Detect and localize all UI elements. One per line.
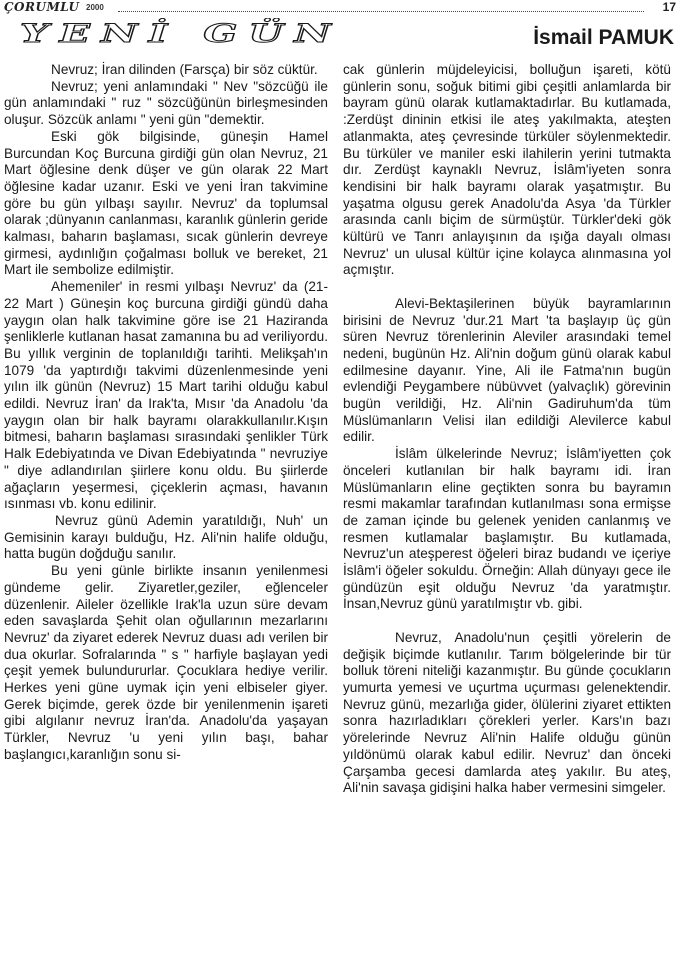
paragraph: Nevruz, Anadolu'nun çeşitli yörelerin de değişik biçimde kutlanılır. Tarım bölgelerinde bir tür bolluk töreni niteliği kazanmıştır. Bu günde çocukların yumurta yemesi ve uçurtma uçurması gelenektendir. Nevruz günü, mezarlığa gider, ölülerini ziyaret ettikten sonra hazırladıkları çörekleri yerler. Kars'ın bazı yörelerinde Nevruz Ali'nin Halife olduğu günün yıldönümü olarak kabul edilir. Nevruz' dan önceki Çarşamba gecesi damlarda ateş yakılır. Bu ateş, Ali'nin savaşa gidişini halka haber vermesini simgeler. [343, 629, 671, 796]
paragraph: Eski gök bilgisinde, güneşin Hamel Burcundan Koç Burcuna girdiği gün olan Nevruz, 21 Mart öğlesine denk düşer ve gün olarak 22 Mart öğlesine kadar uzanır. Eski ve yeni İran takvimine göre bu gün yılbaşı sayılır. Nevruz' da toplumsal olarak ;dünyanın canlanması, karanlık günlerin geride kalması, baharın başlaması, sıcak günlerin devreye girmesi, aydınlığın çoğalması bolluk ve bereket, 21 Mart ile sembolize edilmiştir. [4, 128, 328, 278]
paragraph: Bu yeni günle birlikte insanın yenilenmesi gündeme gelir. Ziyaretler,geziler, eğlenceler düzenlenir. Aileler özellikle Irak'la uzun süre devam eden savaşlarda Şehit olan oğullarının mezarlarını Nevruz' da ziyaret ederek Nevruz duası adı verilen bir dua okurlar. Sofralarında " s " harfiyle başlayan yedi çeşit yemek bulundururlar. Çocuklara hediye verilir. Herkes yeni güne uymak için yeni elbiseler giyer. Gerek biçimde, gerek özde bir yenilenmenin işareti gibi algılanır nevruz İran'da. Anadolu'da yaşayan Türkler, Nevruz 'u yeni yılın başı, bahar başlangıcı,karanlığın sonu si- [4, 563, 328, 762]
paragraph: İslâm ülkelerinde Nevruz; İslâm'iyetten çok önceleri kutlanılan bir halk bayramı idi. İran Müslümanların eline geçtikten sonra bu bayramın resmi makamlar tarafından kutlanılması sona ermişse de zaman içinde bu gelenek yeniden canlanmış ve resmen kutlamalar başlamıştır. Bu kutlamada, Nevruz'un ateşperest öğeleri biraz budandı ve içeriye İslâm'i öğeler sokuldu. Örneğin: Allah dünyayı gece ile gündüzün eşit olduğu Nevruz 'da yaratmıştır. İnsan,Nevruz günü yaratılmıştır vb. gibi. [343, 446, 671, 612]
article-author: İsmail PAMUK [533, 26, 674, 49]
issue-year: 2000 [86, 3, 104, 12]
article-title: YENİ GÜN [20, 18, 342, 49]
page-header [0, 0, 680, 18]
paragraph: Nevruz günü Ademin yaratıldığı, Nuh' un Gemisinin karayı bulduğu, Hz. Ali'nin halife olduğu, hatta bugün doğduğu sanılır. [4, 512, 328, 562]
paragraph: cak günlerin müjdeleyicisi, bolluğun işareti, kötü günlerin sonu, soğuk bitimi gibi çeşitli anlamlarda bir bayram günü olarak kutlamaktadırlar. Bu kutlamada, :Zerdüşt dininin etkisi ile ateş yakılmakta, ateşten atlanmakta, ateş çevresinde türküler söylenmektedir. Bu türküler ve maniler eski ilahilerin yerini tutmakta dır. Zerdüşt kaynaklı Nevruz, İslâm'iyeten sonra kendisini bir halk bayramı olarak yaşatmıştır. Bu yaşatma olgusu gerek Anadolu'da Asya 'da Türkler arasında canlı biçim de sürmüştür. Türkler'deki gök kültürü ve Tanrı anlayışının da ışığa dayalı olması Nevruz' un ulusal kültür içine kolayca alınmasına yol açmıştır. [343, 62, 671, 278]
paragraph: Ahemeniler' in resmi yılbaşı Nevruz' da (21-22 Mart ) Güneşin koç burcuna girdiği gündü daha yaygın olan halk takvimine göre ise 21 Haziranda şenliklerle kutlanan hasat zamanına bu ad veriliyordu. Bu yıllık verginin de toplanıldığı tarihti. Melikşah'ın 1079 'da yaptırdığı takvimi düzenlenmesinde yeni yılın ilk günün (Nevruz) 15 Mart tarihi olduğu kabul edildi. Nevruz İran' da Irak'ta, Mısır 'da Anadolu 'da yaygın olan bir halk bayramı olarakkullanılır.Kışın bitmesi, baharın başlaması sırasındaki şenlikler Türk Halk Edebiyatında ve Divan Edebiyatında " nevruziye " diye adlandırılan şiirlere konu oldu. Bu şiirlerde ağaçların yeşermesi, çiçeklerin açması, havanın ısınması vb. konu edilinir. [4, 279, 328, 512]
paragraph: Alevi-Bektaşilerinen büyük bayramlarının birisini de Nevruz 'dur.21 Mart 'ta başlayıp üç gün süren Nevruz törenlerinin Aleviler arasındaki temel nedeni, bugünün Hz. Ali'nin doğum günü olarak kabul edilmesine dayanır. Yine, Ali ile Fatma'nın bugün evlendiği Peygambere nübüvvet (yalvaçlık) görevinin bugün verildiği, Hz. Ali'nin Gadiruhum'da tüm Müslümanların Velisi ilan edildiği Alevilerce kabul edilir. [343, 295, 671, 445]
magazine-brand: ÇORUMLU [4, 0, 80, 14]
page-number: 17 [662, 0, 676, 14]
header-dotted-rule [118, 11, 644, 12]
left-text-column [4, 62, 328, 764]
paragraph: Nevruz; İran dilinden (Farsça) bir söz cüktür. [51, 62, 318, 77]
right-text-column [343, 62, 671, 797]
paragraph: Nevruz; yeni anlamındaki " Nev "sözcüğü ile gün anlamındaki " ruz " sözcüğünün birleşmesinden oluşur. Sözcük anlamı " yeni gün "demektir. [4, 78, 328, 128]
